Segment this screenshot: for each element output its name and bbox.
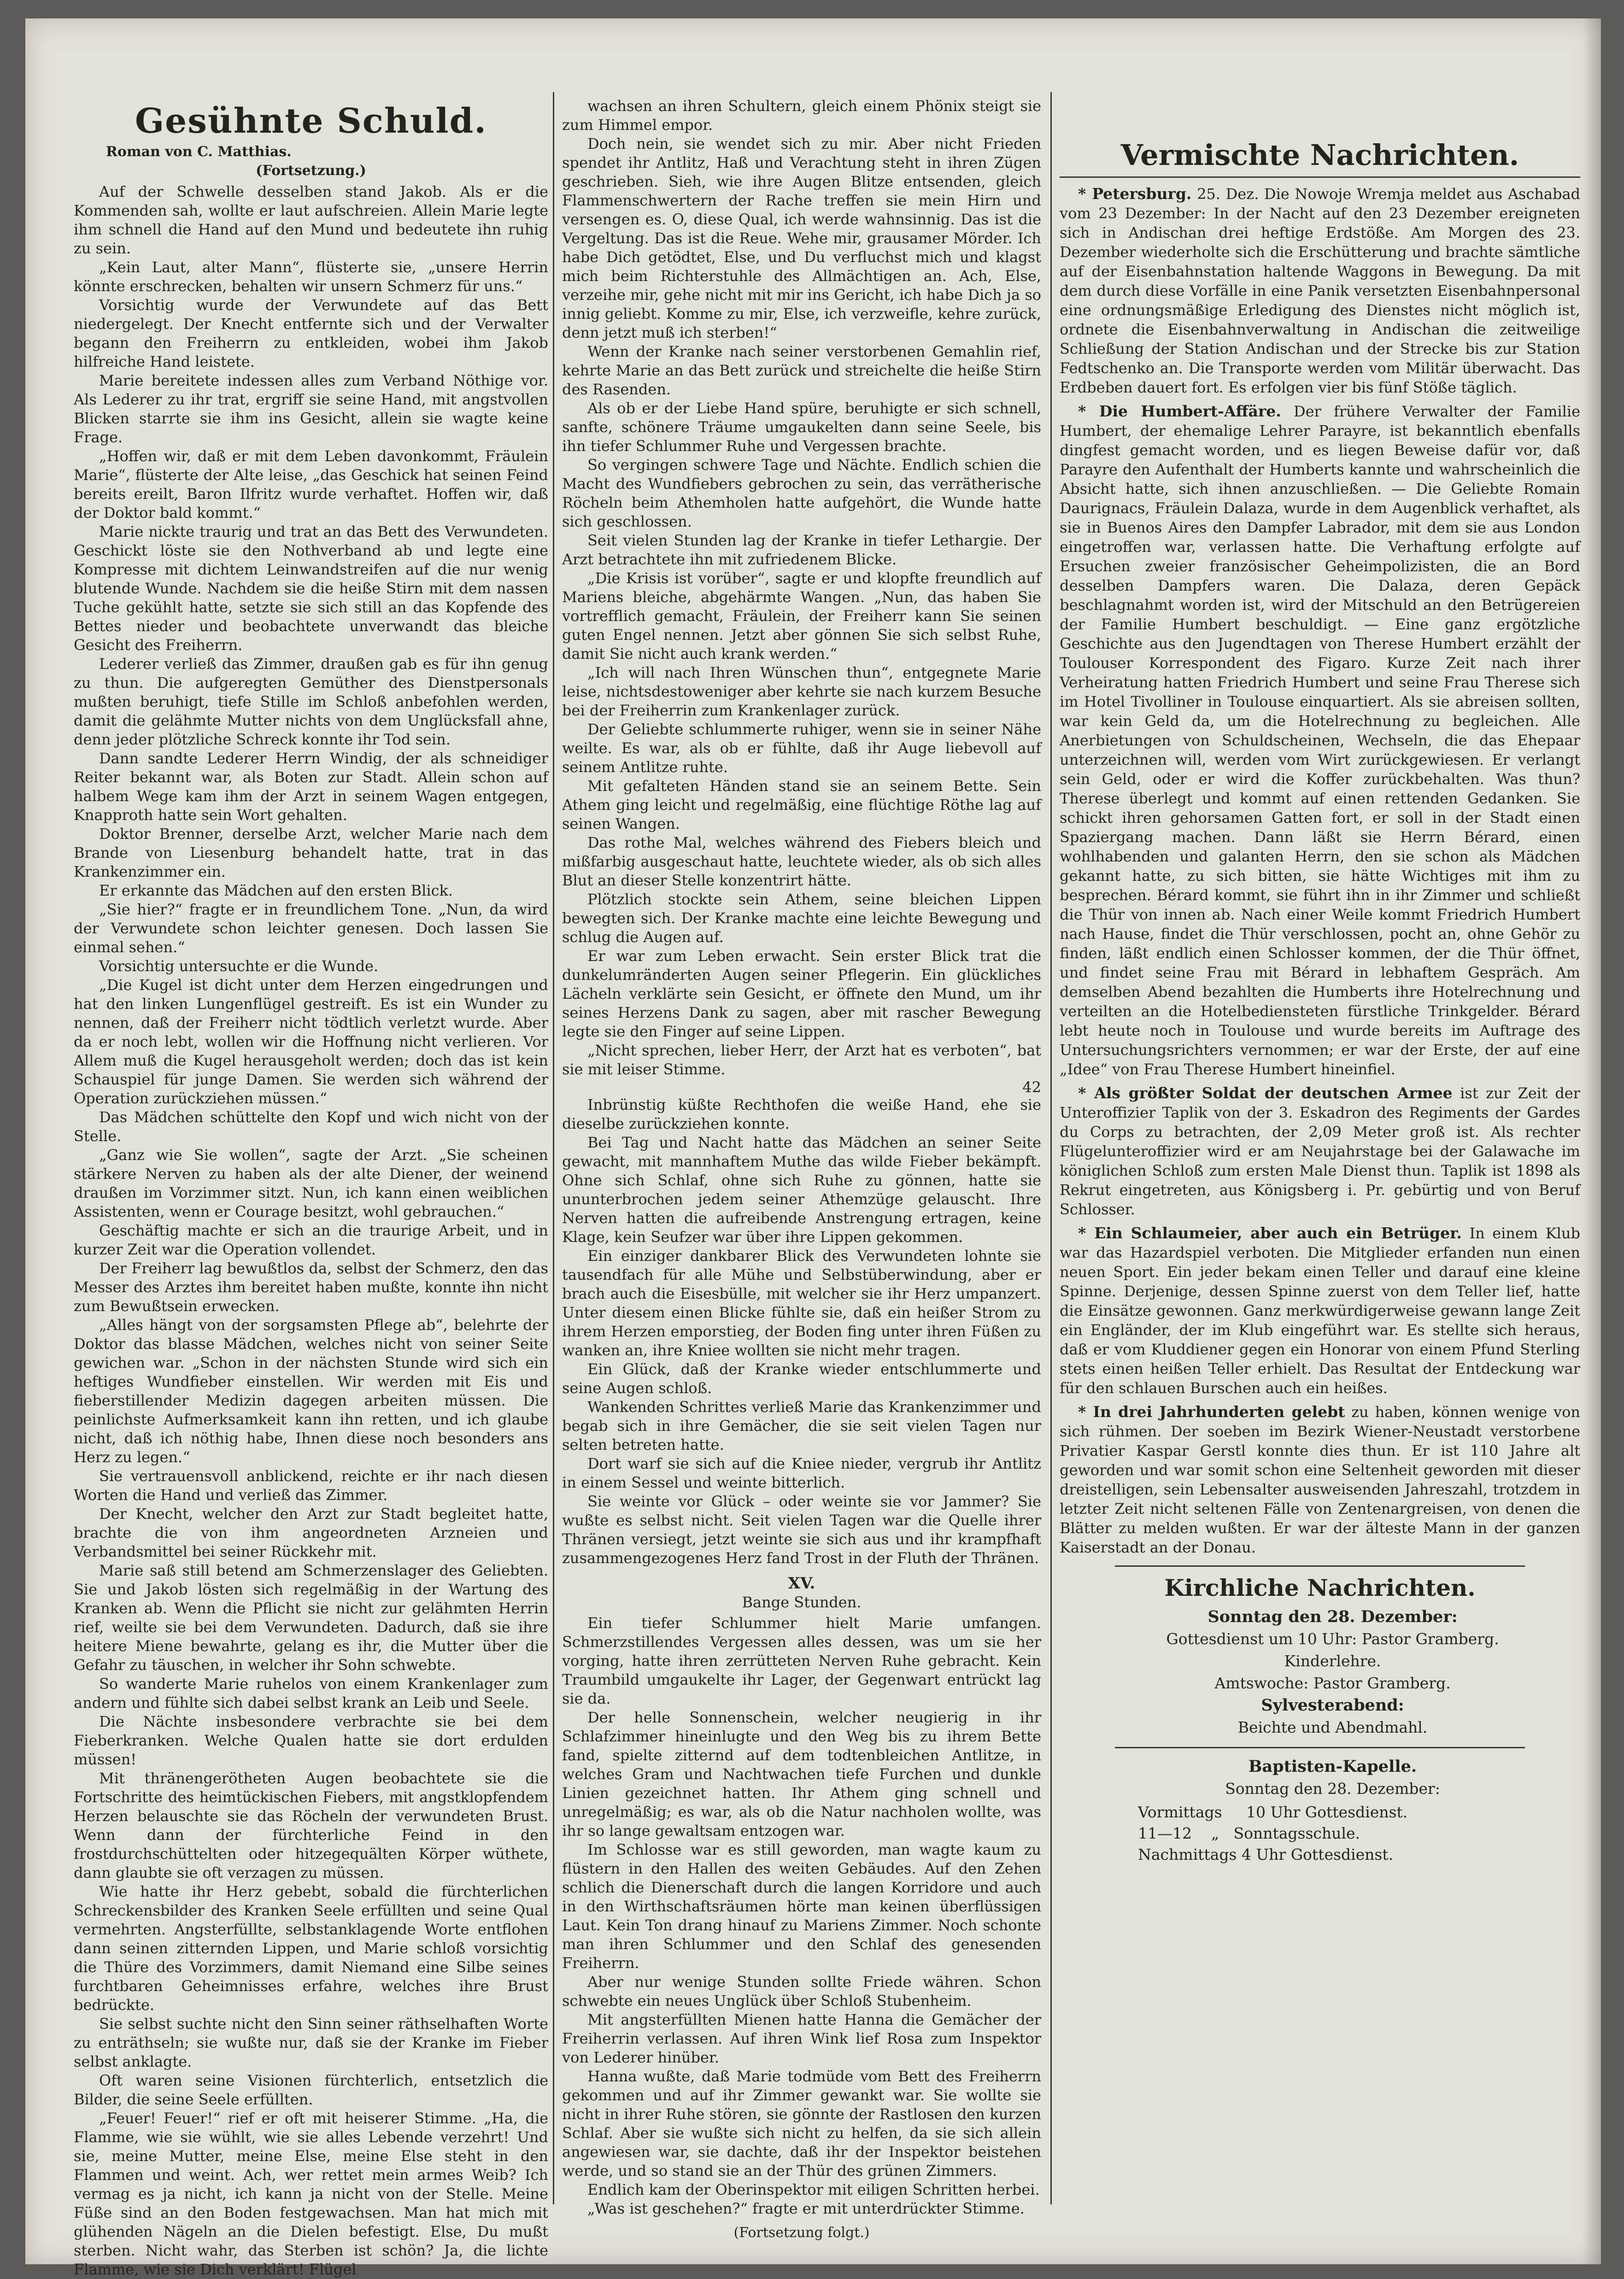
paragraph: Aber nur wenige Stunden sollte Friede währen. Schon schwebte ein neues Unglück über Schloß Stubenheim. <box>562 1973 1041 2010</box>
paragraph: Wenn der Kranke nach seiner verstorbenen Gemahlin rief, kehrte Marie an das Bett zurück und streichelte die heiße Stirn des Rasenden. <box>562 343 1041 398</box>
church-confession: Beichte und Abendmahl. <box>1237 1718 1428 1736</box>
serial-byline: Roman von C. Matthias. <box>106 144 292 160</box>
paragraph: Seit vielen Stunden lag der Kranke in tiefer Lethargie. Der Arzt betrachtete ihn mit zufriedenem Blicke. <box>562 532 1041 568</box>
news-item-text: 25. Dez. Die Nowoje Wremja meldet aus Aschabad vom 23 Dezember: In der Nacht auf den 23 Dezember ereigneten sich in Andischan drei heftige Erdstöße. Am Morgen des 23. Dezember wiederholte sich die Erschütterung und brachte sämtliche auf der Eisenbahnstation haltende Waggons in Bewegung. Da mit dem durch diese Vorfälle in eine Panik versetzten Eisenbahnpersonal eine ordnungsmäßige Erledigung des Dienstes nicht möglich ist, ordnete die Eisenbahnverwaltung in Andischan die zeitweilige Schließung der Station Andischan und der Strecke bis zur Station Fedtschenko an. Die Transporte werden vom Militär überwacht. Das Erdbeben dauert fort. Es erfolgen vier bis fünf Stöße täglich. <box>1060 185 1581 396</box>
paragraph: Wankenden Schrittes verließ Marie das Krankenzimmer und begab sich in ihre Gemächer, die sie seit vielen Tagen nur selten betreten hatte. <box>562 1398 1041 1453</box>
baptist-afternoon: Nachmittags 4 Uhr Gottesdienst. <box>1138 1845 1394 1863</box>
church-children: Kinderlehre. <box>1284 1652 1381 1670</box>
paragraph: wachsen an ihren Schultern, gleich einem Phönix steigt sie zum Himmel empor. <box>562 97 1041 134</box>
paragraph: Er war zum Leben erwacht. Sein erster Blick trat die dunkelumränderten Augen seiner Pflegerin. Ein glückliches Lächeln verklärte sein Gesicht, er öffnete den Mund, um ihr seines Herzens Dank zu sagen, aber mit rascher Bewegung legte sie den Finger auf seine Lippen. <box>562 947 1041 1040</box>
serial-column-1 <box>74 97 548 2278</box>
serial-column-2 <box>562 97 1041 2241</box>
news-items <box>1060 184 1580 1557</box>
paragraph: „Die Krisis ist vorüber“, sagte er und klopfte freundlich auf Mariens bleiche, abgehärmte Wangen. „Nun, das haben Sie vortrefflich gemacht, Fräulein, der Freiherr kann Sie seinen guten Engel nennen. Jetzt aber gönnen Sie sich selbst Ruhe, damit Sie nicht auch krank werden.“ <box>562 569 1041 662</box>
paragraph: „Was ist geschehen?“ fragte er mit unterdrückter Stimme. <box>587 2200 1025 2217</box>
paragraph: Marie bereitete indessen alles zum Verband Nöthige vor. Als Lederer zu ihr trat, ergriff sie seine Hand, mit angstvollen Blicken starrte sie ihm ins Gesicht, allein sie wagte keine Frage. <box>74 372 548 446</box>
news-item-text: In einem Klub war das Hazardspiel verboten. Die Mitglieder erfanden nun einen neuen Sport. Ein jeder bekam einen Teller und darauf eine kleine Spinne. Derjenige, dessen Spinne zuerst von dem Teller lief, hatte die Einsätze gewonnen. Ganz merkwürdigerweise gewann lange Zeit ein Engländer, der im Klub eingeführt war. Es stellte sich heraus, daß er vom Kluddiener gegen ein Honorar von einem Pfund Sterling stets einen heißen Teller erhielt. Das Resultat der Entdeckung war für den schlauen Burschen auch ein heißes. <box>1060 1224 1581 1397</box>
news-item-text: zu haben, können wenige von sich rühmen. Der soeben im Bezirk Wiener-Neustadt verstorbene Privatier Kaspar Gerstl konnte dies thun. Er ist 110 Jahre alt geworden und war somit schon eine Seltenheit geworden mit dieser dreistelligen, sein Lebensalter ausweisenden Jahreszahl, trotzdem in letzter Zeit nicht seltenen Fälle von Zentenargreisen, von denen die Blätter zu melden wußten. Er war der älteste Mann in der ganzen Kaiserstadt an der Donau. <box>1060 1403 1581 1556</box>
paragraph: Sie selbst suchte nicht den Sinn seiner räthselhaften Worte zu enträthseln; sie wußte nur, daß sie der Kranke im Fieber selbst anklagte. <box>74 2015 548 2070</box>
baptist-title: Baptisten-Kapelle. <box>1248 1757 1417 1776</box>
baptist-morning: Vormittags 10 Uhr Gottesdienst. <box>1138 1803 1408 1821</box>
news-item <box>1060 184 1580 397</box>
paragraph: Plötzlich stockte sein Athem, seine bleichen Lippen bewegten sich. Der Kranke machte eine leichte Bewegung und schlug die Augen auf. <box>562 891 1041 946</box>
column-rule <box>1050 92 1052 2204</box>
paragraph: Mit angsterfüllten Mienen hatte Hanna die Gemächer der Freiherrin verlassen. Auf ihren Wink lief Rosa zum Inspektor von Lederer hinüber. <box>562 2011 1041 2066</box>
paragraph: „Feuer! Feuer!“ rief er oft mit heiserer Stimme. „Ha, die Flamme, wie sie wühlt, wie sie alles Lebende verzehrt! Und sie, meine Mutter, meine Else, meine Else steht in den Flammen und weint. Ach, wer rettet mein armes Weib? Ich vermag es ja nicht, ich kann ja nicht von der Stelle. Meine Füße sind an den Boden festgewachsen. Man hat mich mit glühenden Nägeln an die Dielen befestigt. Else, Du mußt sterben. Nicht wahr, das Sterben ist schön? Ja, die lichte Flamme, wie sie Dich verklärt! Flügel <box>74 2109 548 2278</box>
paragraph: Ein Glück, daß der Kranke wieder entschlummerte und seine Augen schloß. <box>562 1360 1041 1397</box>
page-edge-shadow <box>1583 18 1601 2264</box>
news-item <box>1060 1224 1580 1398</box>
paragraph: „Kein Laut, alter Mann“, flüsterte sie, „unsere Herrin könnte erschrecken, behalten wir unsern Schmerz für uns.“ <box>74 258 548 295</box>
chapter-title: Bange Stunden. <box>742 1594 862 1611</box>
news-item-heading: * Die Humbert-Affäre. <box>1078 402 1281 420</box>
paragraph: „Nicht sprechen, lieber Herr, der Arzt hat es verboten“, bat sie mit leiser Stimme. <box>562 1042 1041 1078</box>
paragraph: Marie nickte traurig und trat an das Bett des Verwundeten. Geschickt löste sie den Nothverband ab und legte eine Kompresse mit dichtem Leinwandstreifen auf die nur wenig blutende Wunde. Nachdem sie die heiße Stirn mit dem nassen Tuche gekühlt hatte, setzte sie sich still an das Kopfende des Bettes nieder und beobachtete unverwandt das bleiche Gesicht des Freiherrn. <box>74 523 548 654</box>
paragraph: „Die Kugel ist dicht unter dem Herzen eingedrungen und hat den linken Lungenflügel gestreift. Es ist ein Wunder zu nennen, daß der Freiherr nicht tödtlich verletzt wurde. Aber da er noch lebt, wollen wir die Hoffnung nicht verlieren. Vor Allem muß die Kugel herausgeholt werden; doch das ist kein Schauspiel für junge Damen. Sie werden sich während der Operation zurückziehen müssen.“ <box>74 976 548 1107</box>
paragraph: Doktor Brenner, derselbe Arzt, welcher Marie nach dem Brande von Liesenburg behandelt hatte, trat in das Krankenzimmer ein. <box>74 825 548 880</box>
paragraph: Ein einziger dankbarer Blick des Verwundeten lohnte sie tausendfach für alle Mühe und Selbstüberwindung, aber er brach auch die Eisesbülle, mit welcher sie ihr Herz umpanzert. Unter diesem einen Blicke fühlte sie, daß ein heißer Strom zu ihrem Herzen emporstieg, der Boden fing unter ihren Füßen zu wanken an, ihre Kniee wollten sie nicht mehr tragen. <box>562 1247 1041 1359</box>
paragraph: Dort warf sie sich auf die Kniee nieder, vergrub ihr Antlitz in einem Sessel und weinte bitterlich. <box>562 1455 1041 1491</box>
serial-text-body <box>74 182 548 2279</box>
paragraph: Die Nächte insbesondere verbrachte sie bei dem Fieberkranken. Welche Qualen hatte sie dort erdulden müssen! <box>74 1713 548 1768</box>
church-sylvester: Sylvesterabend: <box>1261 1696 1404 1715</box>
paragraph: Endlich kam der Oberinspektor mit eiligen Schritten herbei. <box>587 2181 1040 2198</box>
news-item-text: ist zur Zeit der Unteroffizier Taplik von der 3. Eskadron des Regiments der Gardes du Corps zu betrachten, der 2,09 Meter groß ist. Als rechter Flügelunteroffizier wird er am Neujahrstage bei der Galawache im königlichen Schloß zum ersten Male Dienst thun. Taplik ist 1898 als Rekrut eingetreten, aus Königsberg i. Pr. gebürtig und von Beruf Schlosser. <box>1060 1084 1581 1218</box>
paragraph: Doch nein, sie wendet sich zu mir. Aber nicht Frieden spendet ihr Antlitz, Haß und Verachtung steht in ihren Zügen geschrieben. Sieh, wie ihre Augen Blitze entsenden, gleich Flammenschwertern der Rache treffen sie mein Hirn und versengen es. O, diese Qual, ich werde wahnsinnig. Das ist die Vergeltung. Das ist die Reue. Wehe mir, grausamer Mörder. Ich habe Dich getödtet, Else, und Du verfluchst mich und klagst mich beim Richterstuhle des Allmächtigen an. Ach, Else, verzeihe mir, gehe nicht mit mir ins Gericht, ich habe Dich ja so innig geliebt. Komme zu mir, Else, ich verzweifle, kehre zurück, denn jetzt muß ich sterben!“ <box>562 135 1041 341</box>
news-item-heading: * Petersburg. <box>1078 185 1192 203</box>
church-news-title: Kirchliche Nachrichten. <box>1164 1574 1476 1601</box>
misc-news-title: Vermischte Nachrichten. <box>1060 138 1580 178</box>
paragraph: Das rothe Mal, welches während des Fiebers bleich und mißfarbig ausgeschaut hatte, leuchtete wieder, als ob sich alles Blut an dieser Stelle konzentrirt hätte. <box>562 834 1041 889</box>
page-number: 42 <box>1022 1078 1041 1096</box>
baptist-schedule <box>1138 1802 1580 1865</box>
paragraph: So wanderte Marie ruhelos von einem Krankenlager zum andern und fühlte sich dabei selbst krank an Leib und Seele. <box>74 1675 548 1711</box>
church-sunday: Sonntag den 28. Dezember: <box>1208 1607 1458 1626</box>
baptist-school: 11—12 „ Sonntagsschule. <box>1138 1824 1360 1842</box>
serial-text-body <box>562 97 1041 1568</box>
paragraph: Der Freiherr lag bewußtlos da, selbst der Schmerz, den das Messer des Arztes ihm bereitet haben mußte, konnte ihn nicht zum Bewußtsein erwecken. <box>74 1260 548 1315</box>
paragraph: Im Schlosse war es still geworden, man wagte kaum zu flüstern in den Hallen des weiten Gebäudes. Auf den Zehen schlich die Dienerschaft durch die langen Korridore und auch in den Wirthschaftsräumen hörte man keinen überflüssigen Laut. Kein Ton drang hinauf zu Mariens Zimmer. Noch schonte man ihren Schlummer und den Schlaf des genesenden Freiherrn. <box>562 1841 1041 1972</box>
section-divider <box>1115 1565 1525 1567</box>
paragraph: Marie saß still betend am Schmerzenslager des Geliebten. Sie und Jakob lösten sich regelmäßig in der Wartung des Kranken ab. Wenn die Pflicht sie nicht zur gelähmten Herrin rief, weilte sie bei dem Verwundeten. Dadurch, daß sie ihre heitere Miene bewahrte, gelang es ihr, die Mutter über die Gefahr zu täuschen, in welcher ihr Sohn schwebte. <box>74 1562 548 1674</box>
news-item <box>1060 402 1580 1079</box>
paragraph: Er erkannte das Mädchen auf den ersten Blick. <box>99 882 453 899</box>
paragraph: Inbrünstig küßte Rechthofen die weiße Hand, ehe sie dieselbe zurückziehen konnte. <box>562 1096 1041 1132</box>
news-item <box>1060 1402 1580 1557</box>
paragraph: Mit thränengerötheten Augen beobachtete sie die Fortschritte des heimtückischen Fiebers, mit angstklopfendem Herzen belauschte sie das Röcheln der verwundeten Brust. Wenn dann der fürchterliche Feind in den frostdurchschüttelten oder hitzegequälten Körper wüthete, dann glaubte sie oft verzagen zu müssen. <box>74 1769 548 1881</box>
news-column <box>1060 97 1580 2223</box>
paragraph: Vorsichtig untersuchte er die Wunde. <box>99 957 379 975</box>
paragraph: Ein tiefer Schlummer hielt Marie umfangen. Schmerzstillendes Vergessen alles dessen, was um sie her vorging, hatte ihren zerrütteten Nerven Ruhe gebracht. Kein Traumbild umgaukelte ihr Lager, der Gegenwart entrückt lag sie da. <box>562 1614 1041 1707</box>
paragraph: Der Knecht, welcher den Arzt zur Stadt begleitet hatte, brachte die von ihm angeordneten Arzneien und Verbandsmittel bei seiner Rückkehr mit. <box>74 1505 548 1560</box>
column-rule <box>553 92 554 2204</box>
paragraph: Bei Tag und Nacht hatte das Mädchen an seiner Seite gewacht, mit mannhaftem Muthe das wilde Fieber bekämpft. Ohne sich Schlaf, ohne sich Ruhe zu gönnen, hatte sie ununterbrochen jedem seiner Athemzüge gelauscht. Ihre Nerven hatten die aufreibende Anstrengung ertragen, keine Klage, kein Seufzer war über ihre Lippen gekommen. <box>562 1134 1041 1246</box>
paragraph: Der helle Sonnenschein, welcher neugierig in ihr Schlafzimmer hineinlugte und den Weg bis zu ihrem Bette fand, spielte zitternd auf dem todtenbleichen Antlitze, in welches Gram und Nachtwachen tiefe Furchen und dunkle Linien gezeichnet hatten. Ihr Athem ging schnell und unregelmäßig; es war, als ob die Natur nachholen wollte, was ihr so lange gewaltsam entzogen war. <box>562 1709 1041 1840</box>
chapter-number: XV. <box>788 1574 815 1593</box>
paragraph: Der Geliebte schlummerte ruhiger, wenn sie in seiner Nähe weilte. Es war, als ob er fühlte, daß ihr Auge liebevoll auf seinem Antlitze ruhte. <box>562 721 1041 776</box>
paragraph: So vergingen schwere Tage und Nächte. Endlich schien die Macht des Wundfiebers gebrochen zu sein, das verrätherische Röcheln beim Athemholen hatte aufgehört, die Wunde hatte sich geschlossen. <box>562 456 1041 530</box>
paragraph: „Ich will nach Ihren Wünschen thun“, entgegnete Marie leise, nichtsdestoweniger aber kehrte sie nach kurzem Besuche bei der Freiherrin zum Krankenlager zurück. <box>562 664 1041 719</box>
paragraph: „Hoffen wir, daß er mit dem Leben davonkommt, Fräulein Marie“, flüsterte der Alte leise, „das Geschick hat seinen Feind bereits ereilt, Baron Ilfritz wurde verhaftet. Hoffen wir, daß der Doktor bald kommt.“ <box>74 447 548 521</box>
paragraph: Das Mädchen schüttelte den Kopf und wich nicht von der Stelle. <box>74 1108 548 1145</box>
news-item <box>1060 1084 1580 1219</box>
church-week: Amtswoche: Pastor Gramberg. <box>1214 1674 1451 1692</box>
paragraph: Geschäftig machte er sich an die traurige Arbeit, und in kurzer Zeit war die Operation vollendet. <box>74 1222 548 1258</box>
section-divider <box>1115 1747 1525 1748</box>
paragraph: Oft waren seine Visionen fürchterlich, entsetzlich die Bilder, die seine Seele erfüllten. <box>74 2072 548 2108</box>
chapter-text-body <box>562 1614 1041 2218</box>
paragraph: „Alles hängt von der sorgsamsten Pflege ab“, belehrte der Doktor das blasse Mädchen, welches nicht von seiner Seite gewichen war. „Schon in der nächsten Stunde wird sich ein heftiges Wundfieber einstellen. Wir werden mit Eis und fieberstillender Medizin dagegen arbeiten müssen. Die peinlichste Aufmerksamkeit kann ihn retten, und ich glaube nicht, daß ich nöthig habe, Ihnen diese noch besonders ans Herz zu legen.“ <box>74 1316 548 1466</box>
continuation-note: (Fortsetzung.) <box>256 163 366 179</box>
church-service: Gottesdienst um 10 Uhr: Pastor Gramberg. <box>1166 1630 1499 1648</box>
paragraph: „Ganz wie Sie wollen“, sagte der Arzt. „Sie scheinen stärkere Nerven zu haben als der alte Diener, der weinend draußen im Vorzimmer sitzt. Nun, ich kann einen weiblichen Assistenten, wenn er Courage besitzt, wohl gebrauchen.“ <box>74 1146 548 1220</box>
newspaper-page <box>25 18 1601 2278</box>
baptist-date: Sonntag den 28. Dezember: <box>1225 1780 1440 1798</box>
paragraph: Als ob er der Liebe Hand spüre, beruhigte er sich schnell, sanfte, schönere Träume umgaukelten dann seine Seele, bis ihn tiefer Schlummer Ruhe und Vergessen brachte. <box>562 399 1041 455</box>
news-item-heading: * Ein Schlaumeier, aber auch ein Betrüger. <box>1078 1224 1462 1242</box>
paragraph: Auf der Schwelle desselben stand Jakob. Als er die Kommenden sah, wollte er laut aufschreien. Allein Marie legte ihm schnell die Hand auf den Mund und bedeutete ihn ruhig zu sein. <box>74 183 548 257</box>
news-item-heading: * Als größter Soldat der deutschen Armee <box>1078 1084 1453 1102</box>
paragraph: Mit gefalteten Händen stand sie an seinem Bette. Sein Athem ging leicht und regelmäßig, eine flüchtige Röthe lag auf seinen Wangen. <box>562 777 1041 832</box>
news-item-text: Der frühere Verwalter der Familie Humbert, der ehemalige Lehrer Parayre, ist bekanntlich ebenfalls dingfest gemacht worden, und es liegen Beweise dafür vor, daß Parayre den Aufenthalt der Humberts kannte und wahrscheinlich die Absicht hatte, sich ihnen anzuschließen. — Die Geliebte Romain Daurignacs, Fräulein Dalaza, wurde in dem Augenblick verhaftet, als sie in Buenos Aires den Dampfer Labrador, mit dem sie aus London eingetroffen war, verlassen hatte. Die Verhaftung erfolgte auf Ersuchen zweier französischer Geheimpolizisten, die an Bord desselben Dampfers waren. Die Dalaza, deren Gepäck beschlagnahmt worden ist, wird der Mitschuld an den Betrügereien der Familie Humbert beschuldigt. — Eine ganz ergötzliche Geschichte aus den Jugendtagen von Therese Humbert erzählt der Toulouser Korrespondent des Figaro. Kurze Zeit nach ihrer Verheiratung hatten Friedrich Humbert und seine Frau Therese sich im Hotel Tivolliner in Toulouse einquartiert. Als sie abreisen sollten, war kein Geld da, um die Hotelrechnung zu begleichen. Alle Anerbietungen von Schuldscheinen, Wechseln, die das Ehepaar unterzeichnen will, werden vom Wirt zurückgewiesen. Er verlangt sein Geld, oder er wird die Koffer zurückbehalten. Was thun? Therese überlegt und kommt auf einen rettenden Gedanken. Sie schickt ihren gehorsamen Gatten fort, er soll in der Stadt einen Spaziergang machen. Dann läßt sie Herrn Bérard, einen wohlhabenden und galanten Herrn, den sie schon als Mädchen gekannt hatte, zu sich bitten, sie hätte Wichtiges mit ihm zu besprechen. Bérard kommt, sie führt ihn in ihr Zimmer und schließt die Thür von innen ab. Nach einer Weile kommt Friedrich Humbert nach Hause, findet die Thür verschlossen, pocht an, ohne Gehör zu finden, läßt endlich einen Schlosser kommen, der die Thür öffnet, und findet seine Frau mit Bérard in lebhaftem Gespräch. Am demselben Abend bezahlten die Humberts ihre Hotelrechnung und verteilten an die Hotelbediensteten fürstliche Trinkgelder. Bérard lebt heute noch in Toulouse und wurde bereits im Auftrage des Untersuchungsrichters vernommen; er war der Erste, der auf eine „Idee“ von Frau Therese Humbert hineinfiel. <box>1060 403 1580 1078</box>
paragraph: Vorsichtig wurde der Verwundete auf das Bett niedergelegt. Der Knecht entfernte sich und der Verwalter begann den Freiherrn zu entkleiden, wobei ihm Jakob hilfreiche Hand leistete. <box>74 296 548 370</box>
news-item-heading: * In drei Jahrhunderten gelebt <box>1078 1403 1345 1421</box>
serial-title: Gesühnte Schuld. <box>135 101 487 141</box>
paragraph: Wie hatte ihr Herz gebebt, sobald die fürchterlichen Schreckensbilder des Kranken Seele erfüllten und seine Qual vermehrten. Angsterfüllte, selbstanklagende Worte entflohen dann seinen zitternden Lippen, und Marie schloß vorsichtig die Thüre des Vorzimmers, damit Niemand eine Silbe seines furchtbaren Geheimnisses erfahre, welches ihre Brust bedrückte. <box>74 1883 548 2014</box>
to-be-continued: (Fortsetzung folgt.) <box>733 2225 870 2241</box>
paragraph: Sie weinte vor Glück – oder weinte sie vor Jammer? Sie wußte es selbst nicht. Seit vielen Tagen war die Quelle ihrer Thränen versiegt, jetzt weinte sie sich aus und ihr krampfhaft zusammengezogenes Herz fand Trost in der Fluth der Thränen. <box>562 1493 1041 1567</box>
paragraph: Dann sandte Lederer Herrn Windig, der als schneidiger Reiter bekannt war, als Boten zur Stadt. Allein schon auf halbem Wege kam ihm der Arzt in seinem Wagen entgegen, Knapproth hatte sein Wort gehalten. <box>74 750 548 824</box>
paragraph: „Sie hier?“ fragte er in freundlichem Tone. „Nun, da wird der Verwundete schon leichter genesen. Doch lassen Sie einmal sehen.“ <box>74 901 548 956</box>
paragraph: Lederer verließ das Zimmer, draußen gab es für ihn genug zu thun. Die aufgeregten Gemüther des Dienstpersonals mußten beruhigt, tiefe Stille im Schloß anbefohlen werden, damit die gelähmte Mutter nichts von dem Unglücksfall ahne, denn jeder plötzliche Schreck konnte ihr Tod sein. <box>74 655 548 748</box>
paragraph: Sie vertrauensvoll anblickend, reichte er ihr nach diesen Worten die Hand und verließ das Zimmer. <box>74 1467 548 1504</box>
paragraph: Hanna wußte, daß Marie todmüde vom Bett des Freiherrn gekommen und auf ihr Zimmer gewankt war. Sie wollte sie nicht in ihrer Ruhe stören, sie gönnte der Rastlosen den kurzen Schlaf. Aber sie wußte sich nicht zu helfen, da sie sich allein angewiesen war, sie dachte, daß ihr der Inspektor beistehen werde, und so stand sie an der Thür des grünen Zimmers. <box>562 2068 1041 2179</box>
